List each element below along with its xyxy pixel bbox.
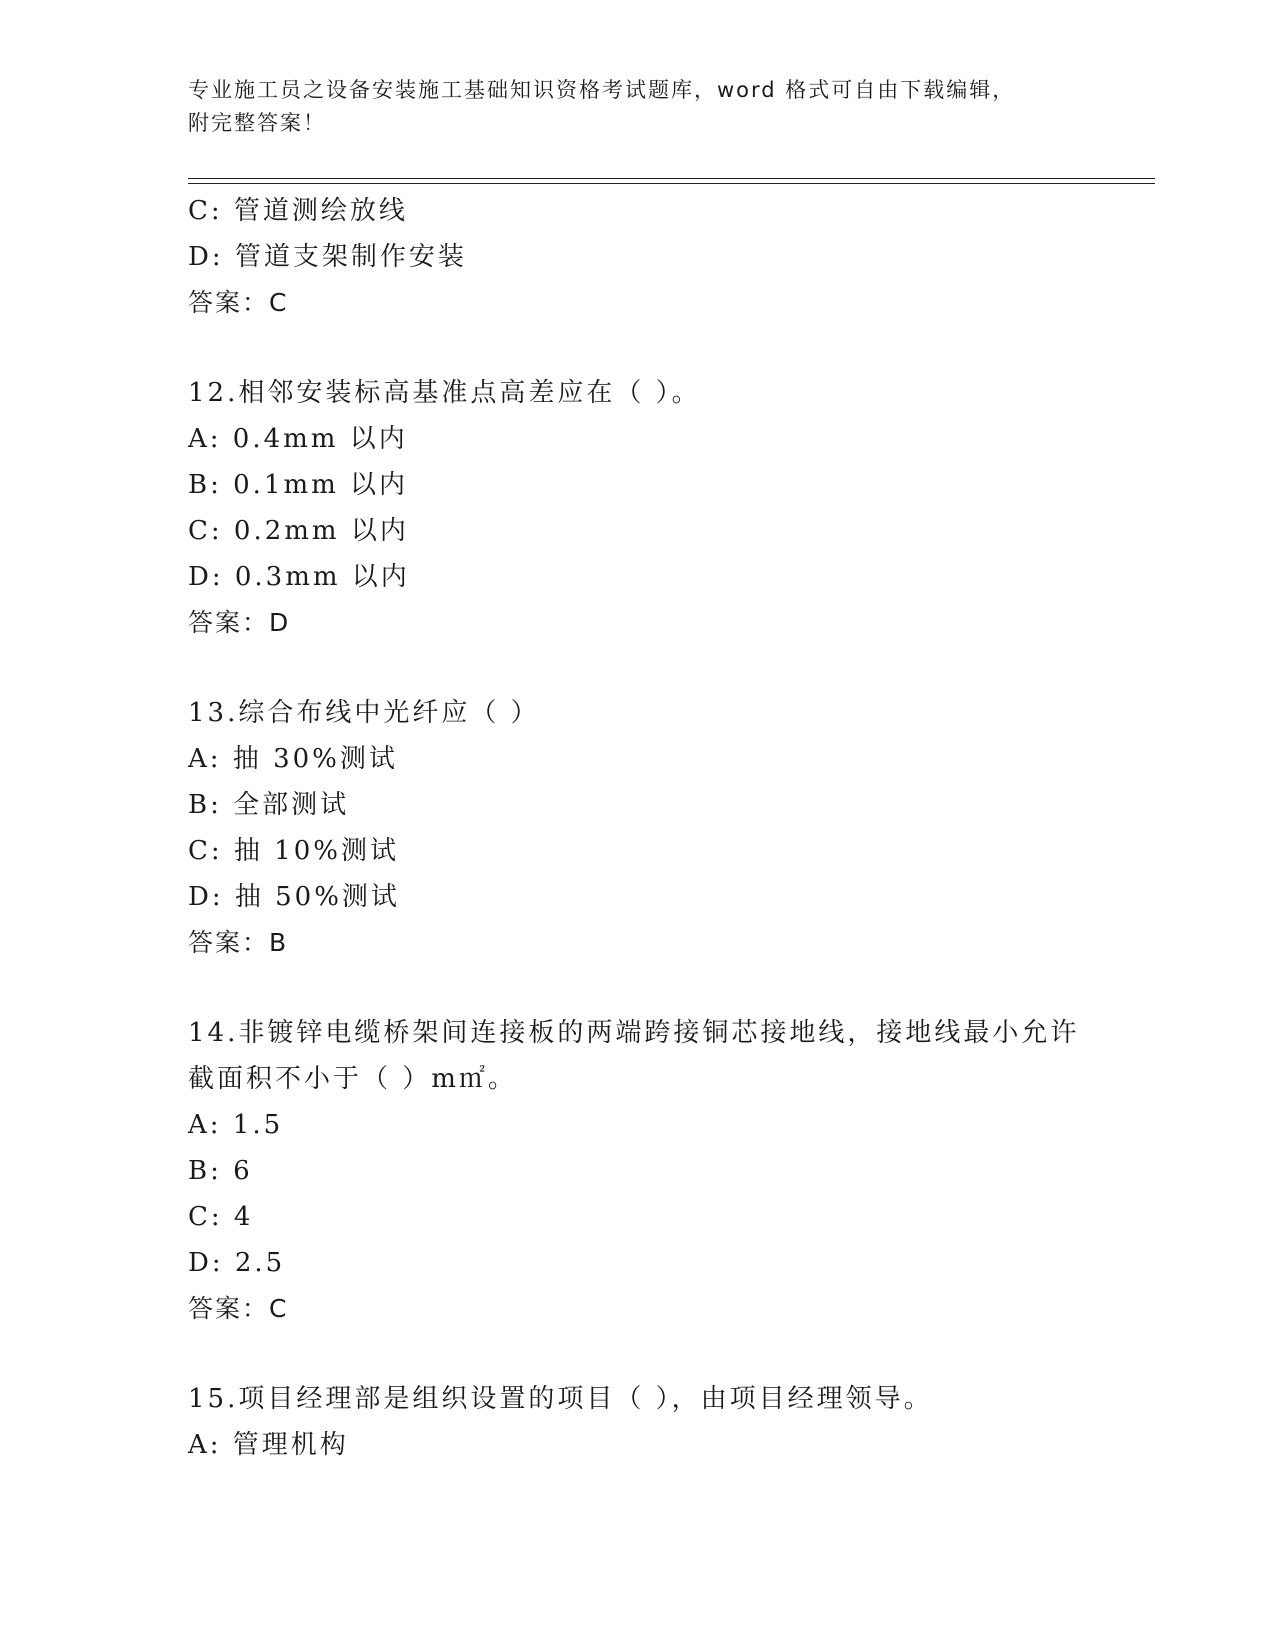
option-d: D: 管道支架制作安装: [188, 242, 467, 272]
header-divider-bottom: [188, 183, 1155, 184]
option-a: A: 管理机构: [188, 1430, 349, 1460]
option-c: C: 管道测绘放线: [188, 196, 408, 226]
header-divider-top: [188, 178, 1155, 179]
question-stem-continued: 截面积不小于（ ）m㎡。: [188, 1064, 517, 1094]
option-a: A: 0.4mm 以内: [188, 424, 408, 454]
question-stem: 14.非镀锌电缆桥架间连接板的两端跨接铜芯接地线，接地线最小允许: [188, 1018, 1080, 1048]
document-header: [188, 74, 1068, 140]
question-block-14: [188, 1010, 1088, 1332]
answer-line: 答案：D: [188, 608, 291, 637]
question-list: [188, 188, 1088, 1468]
answer-line: 答案：C: [188, 288, 289, 317]
option-a: A: 1.5: [188, 1110, 284, 1140]
option-d: D: 抽 50%测试: [188, 882, 400, 912]
option-b: B: 全部测试: [188, 790, 350, 820]
question-stem: 15.项目经理部是组织设置的项目（ ），由项目经理领导。: [188, 1384, 933, 1414]
option-c: C: 0.2mm 以内: [188, 516, 409, 546]
option-d: D: 0.3mm 以内: [188, 562, 410, 592]
option-b: B: 0.1mm 以内: [188, 470, 409, 500]
option-b: B: 6: [188, 1156, 253, 1186]
option-c: C: 抽 10%测试: [188, 836, 399, 866]
question-stem: 12.相邻安装标高基准点高差应在（ ）。: [188, 378, 701, 408]
header-title-line-2: 附完整答案！: [188, 111, 326, 135]
question-block-15: [188, 1376, 1088, 1468]
option-d: D: 2.5: [188, 1248, 286, 1278]
question-stem: 13.综合布线中光纤应（ ）: [188, 698, 540, 728]
option-a: A: 抽 30%测试: [188, 744, 398, 774]
header-title-line-1: 专业施工员之设备安装施工基础知识资格考试题库，word 格式可自由下载编辑，: [188, 78, 1016, 102]
question-block-12: [188, 370, 1088, 646]
question-block-11: [188, 188, 1088, 326]
answer-line: 答案：B: [188, 928, 289, 957]
question-block-13: [188, 690, 1088, 966]
option-c: C: 4: [188, 1202, 254, 1232]
answer-line: 答案：C: [188, 1294, 289, 1323]
